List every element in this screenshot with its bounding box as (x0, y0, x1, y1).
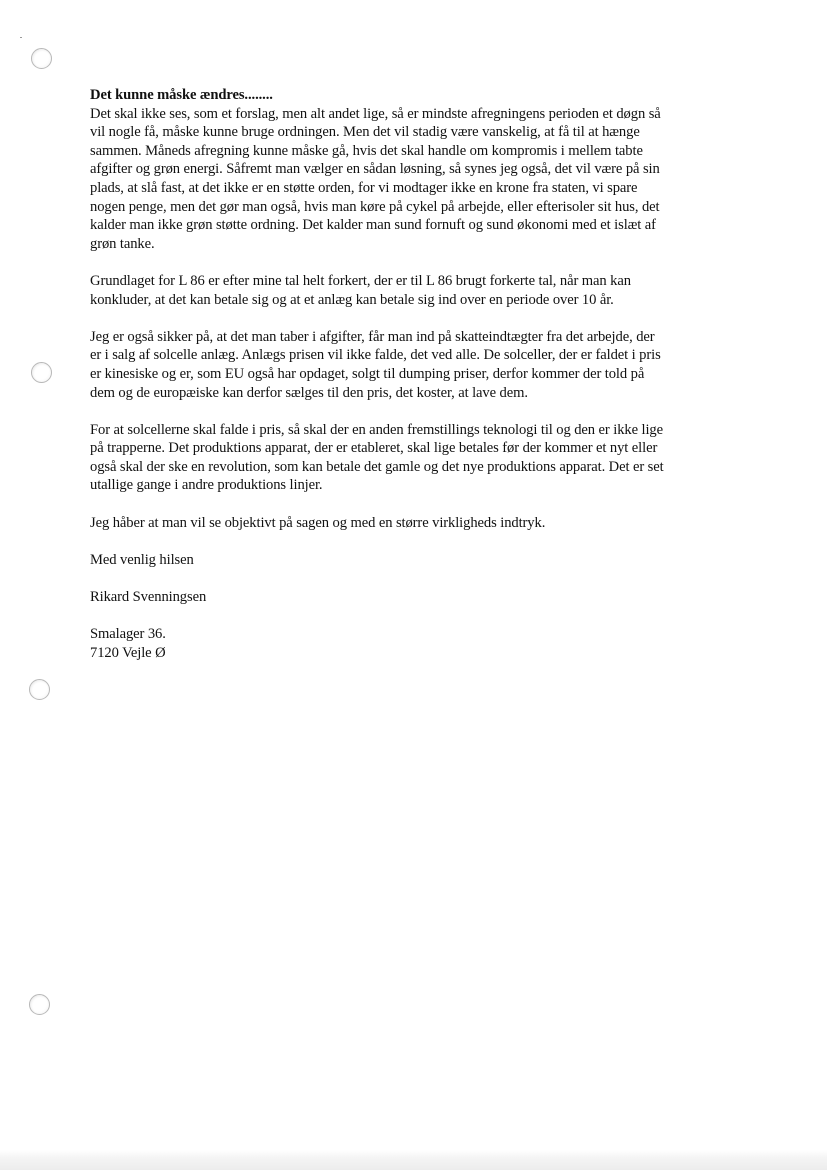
paragraph-1 (90, 105, 740, 254)
punch-hole (31, 48, 52, 69)
paragraph-2 (90, 272, 740, 309)
text-line: sammen. Måneds afregning kunne måske gå, hvis det skal handle om kompromis i mellem tabte (90, 142, 643, 159)
address-city: 7120 Vejle Ø (90, 644, 166, 661)
scan-speck (20, 37, 22, 38)
text-line: grøn tanke. (90, 235, 155, 252)
text-line: Jeg håber at man vil se objektivt på sagen og med en større virkligheds indtryk. (90, 514, 546, 531)
text-line: nogen penge, men det gør man også, hvis man køre på cykel på arbejde, eller efterisoler sit hus, det (90, 198, 660, 215)
text-line: utallige gange i andre produktions linjer. (90, 477, 323, 494)
signature (90, 588, 740, 607)
closing-text: Med venlig hilsen (90, 551, 194, 568)
text-line: Grundlaget for L 86 er efter mine tal helt forkert, der er til L 86 brugt forkerte tal, når man kan (90, 272, 631, 289)
letter-body (90, 86, 740, 681)
address-block (90, 625, 740, 662)
text-line: på trapperne. Det produktions apparat, der er etableret, skal lige betales før der kommer et nyt eller (90, 440, 658, 457)
punch-hole (31, 362, 52, 383)
text-line: kalder man ikke grøn støtte ordning. Det kalder man sund fornuft og sund økonomi med et islæt af (90, 217, 656, 234)
signature-name: Rikard Svenningsen (90, 589, 207, 606)
punch-hole (29, 994, 50, 1015)
text-line: er kinesiske og er, som EU også har opdaget, solgt til dumping priser, derfor kommer der told på (90, 365, 645, 382)
text-line: dem og de europæiske kan derfor sælges til den pris, det koster, at lave dem. (90, 384, 528, 401)
paragraph-5 (90, 514, 740, 533)
text-line: er i salg af solcelle anlæg. Anlægs prisen vil ikke falde, det ved alle. De solceller, der er faldet i pris (90, 347, 661, 364)
punch-hole (29, 679, 50, 700)
page-bottom-edge (0, 1150, 827, 1170)
letter-heading: Det kunne måske ændres........ (90, 87, 273, 103)
text-line: Jeg er også sikker på, at det man taber i afgifter, får man ind på skatteindtægter fra det arbejde, der (90, 328, 655, 345)
text-line: vil nogle få, måske kunne bruge ordningen. Men det vil stadig være vanskelig, at få til at hænge (90, 124, 640, 141)
text-line: Det skal ikke ses, som et forslag, men alt andet lige, så er mindste afregningens perioden et døgn så (90, 105, 661, 122)
address-street: Smalager 36. (90, 626, 166, 643)
paragraph-4 (90, 421, 740, 495)
text-line: plads, at slå fast, at det ikke er en støtte orden, for vi modtager ikke en krone fra staten, vi spare (90, 179, 638, 196)
text-line: konkluder, at det kan betale sig og at et anlæg kan betale sig ind over en periode over 10 år. (90, 291, 614, 308)
closing (90, 551, 740, 570)
paragraph-3 (90, 328, 740, 402)
text-line: også skal der ske en revolution, som kan betale det gamle og det nye produktions apparat. Det er set (90, 458, 664, 475)
text-line: For at solcellerne skal falde i pris, så skal der en anden fremstillings teknologi til og den er ikke lige (90, 421, 663, 438)
text-line: afgifter og grøn energi. Såfremt man vælger en sådan løsning, så synes jeg også, det vil være på sin (90, 161, 660, 178)
